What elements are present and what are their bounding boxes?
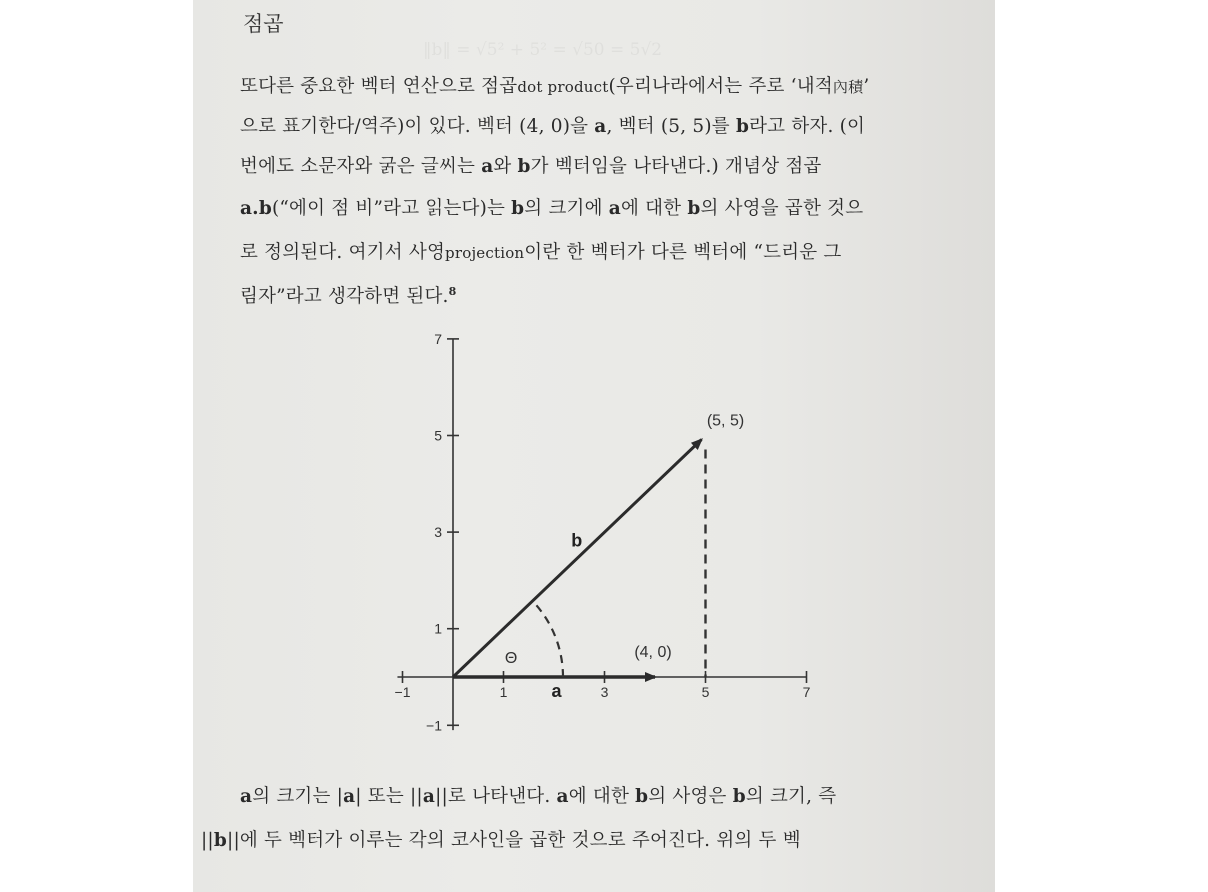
paragraph-line: 번에도 소문자와 굵은 글씨는 a와 b가 벡터임을 나타낸다.) 개념상 점곱: [240, 156, 822, 177]
x-tick-label: 3: [600, 684, 609, 700]
book-page: [193, 0, 995, 892]
paragraph-line: 으로 표기한다/역주)이 있다. 벡터 (4, 0)을 a, 벡터 (5, 5)를 b라고 하자. (이: [240, 116, 866, 137]
angle-label: Θ: [504, 650, 518, 667]
paragraph-line: a.b(“에이 점 비”라고 읽는다)는 b의 크기에 a에 대한 b의 사영을 곱한 것으: [240, 198, 864, 219]
vector-diagram: [193, 0, 995, 760]
vector-a-label: a: [551, 681, 562, 701]
paragraph-line: 로 정의된다. 여기서 사영projection이란 한 벡터가 다른 벡터에 “드리운 그: [240, 242, 842, 263]
y-tick-label: 3: [434, 524, 442, 541]
paragraph-line: 또다른 중요한 벡터 연산으로 점곱dot product(우리나라에서는 주로 ‘내적內積’: [240, 76, 870, 97]
x-tick-label: 5: [701, 684, 710, 700]
paragraph-line: ||b||에 두 벡터가 이루는 각의 코사인을 곱한 것으로 주어진다. 위의 두 벡: [201, 830, 801, 851]
paragraph-line: a의 크기는 |a| 또는 ||a||로 나타낸다. a에 대한 b의 사영은 b의 크기, 즉: [240, 786, 837, 807]
vector-b-label: b: [571, 530, 583, 551]
footnote-marker[interactable]: 8: [448, 284, 457, 298]
vector-b-arrow: [453, 440, 702, 678]
y-tick-label: 5: [434, 427, 442, 444]
section-heading: 점곱: [243, 12, 284, 36]
y-tick-label: −1: [426, 717, 442, 734]
x-tick-label: 7: [802, 684, 811, 700]
y-tick-label: 7: [434, 330, 442, 347]
x-tick-label: −1: [394, 684, 411, 700]
angle-arc: [532, 601, 563, 677]
x-tick-label: 1: [499, 684, 508, 700]
y-tick-label: 1: [434, 620, 442, 637]
point-b-label: (5, 5): [706, 412, 745, 430]
point-a-label: (4, 0): [634, 644, 672, 661]
paragraph-line: 림자”라고 생각하면 된다.$^8$: [240, 284, 457, 307]
